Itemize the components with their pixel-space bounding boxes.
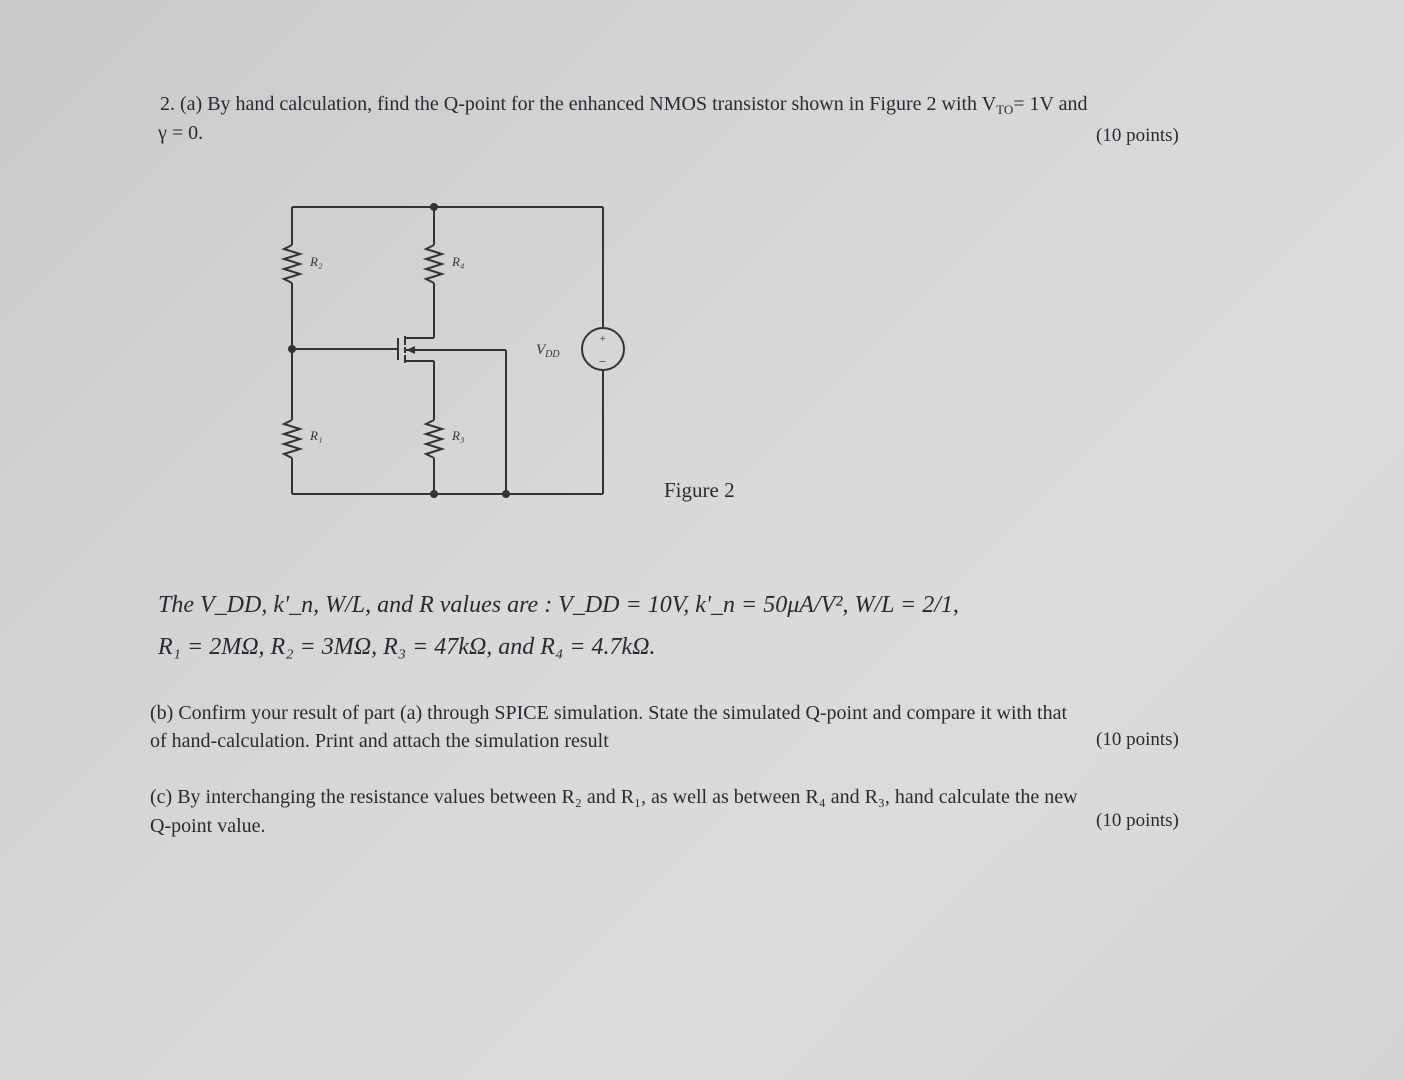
question-c-line1: (c) By interchanging the resistance values between R₂ and R₁, as well as between R₄ and R₃, hand calculate the new	[150, 786, 1078, 808]
vto-subscript: TO	[996, 102, 1014, 117]
label-r1: R₁	[310, 428, 323, 443]
circuit-diagram	[270, 190, 650, 510]
source-minus: −	[598, 354, 607, 369]
circuit-wires	[284, 207, 624, 494]
question-b-line2: of hand-calculation. Print and attach the simulation result	[150, 730, 609, 752]
label-r3: R₃	[452, 428, 465, 443]
source-plus: +	[599, 333, 607, 345]
given-values-line1: The V_DD, k'_n, W/L, and R values are : V_DD = 10V, k'_n = 50μA/V², W/L = 2/1,	[158, 592, 959, 618]
label-vdd: $V_{DD}$	[536, 342, 560, 360]
question-b-line1: (b) Confirm your result of part (a) through SPICE simulation. State the simulated Q-point and compare it with that	[150, 702, 1068, 724]
question-c-line2: Q-point value.	[150, 815, 266, 837]
given-values-line2: R₁ = 2MΩ, R₂ = 3MΩ, R₃ = 47kΩ, and R₄ = 4.7kΩ.	[158, 634, 656, 660]
body-arrow	[406, 346, 415, 354]
resistor-r1	[284, 420, 300, 458]
question-a-line1: 2. (a) By hand calculation, find the Q-point for the enhanced NMOS transistor shown in Figure 2 with $V_{TO}= 1V$ and	[160, 93, 1088, 117]
resistor-r3	[426, 420, 442, 458]
label-r2: R₂	[310, 254, 323, 269]
question-a-line2: γ = 0.	[158, 122, 204, 144]
figure-caption: Figure 2	[664, 478, 735, 502]
points-b: (10 points)	[1096, 729, 1179, 750]
points-c: (10 points)	[1096, 810, 1179, 831]
label-r4: R₄	[452, 254, 465, 269]
resistor-r2	[284, 245, 300, 283]
points-a: (10 points)	[1096, 125, 1179, 146]
resistor-r4	[426, 245, 442, 283]
